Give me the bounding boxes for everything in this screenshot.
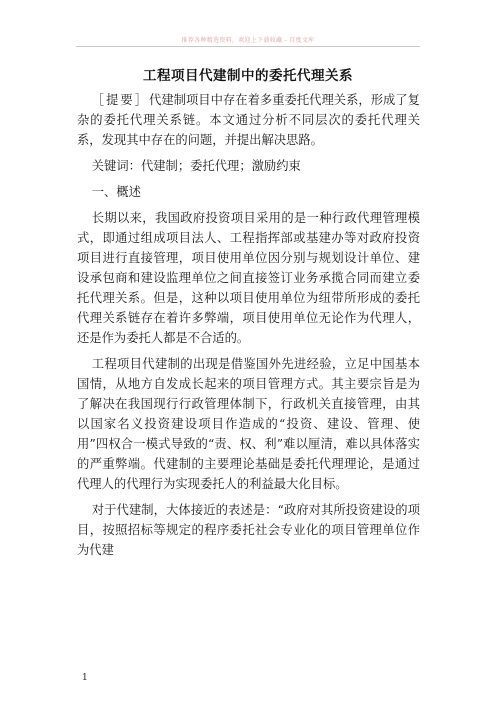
abstract-label: ［提要］ <box>91 93 150 107</box>
header-divider <box>76 46 420 47</box>
body-paragraph: 工程项目代建制的出现是借鉴国外先进经验，立足中国基本国情，从地方自发成长起来的项目管理方式。其主要宗旨是为了解决在我国现行行政管理体制下，行政机关直接管理，由其以国家名义投资建设项目作造成的“投资、建设、管理、使用”四权合一模式导致的“责、权、利”难以厘清，难以具体落实的严重弊端。代建制的主要理论基础是委托代理理论，是通过代理人的代理行为实现委托人的利益最大化目标。 <box>77 357 420 491</box>
document-title: 工程项目代建制中的委托代理关系 <box>143 68 353 84</box>
body-paragraph: 对于代建制，大体接近的表述是：“政府对其所投资建设的项目，按照招标等规定的程序委托社会专业化的项目管理单位作为代建 <box>77 503 420 557</box>
header-note: 推荐各种精选资料，欢迎上下载收藏 - 百度文库 <box>181 37 315 44</box>
page-number: 1 <box>82 673 88 683</box>
body-paragraph: 长期以来，我国政府投资项目采用的是一种行政代理管理模式，即通过组成项目法人、工程指挥部或基建办等对政府投资项目进行直接管理，项目使用单位因分别与规划设计单位、建设承包商和建设监理单位之间直接签订业务承揽合同而建立委托代理关系。但是，这种以项目使用单位为纽带所形成的委托代理关系链存在着许多弊端，项目使用单位无论作为代理人，还是作为委托人都是不合适的。 <box>77 211 420 345</box>
keywords-line: 关键词：代建制；委托代理；激励约束 <box>91 159 301 173</box>
section-heading: 一、概述 <box>91 185 141 199</box>
abstract-paragraph <box>77 90 420 150</box>
document-body <box>77 90 420 560</box>
abstract-text: 代建制项目中存在着多重委托代理关系，形成了复杂的委托代理关系链。本文通过分析不同层次的委托代理关系，发现其中存在的问题，并提出解决思路。 <box>77 93 420 147</box>
